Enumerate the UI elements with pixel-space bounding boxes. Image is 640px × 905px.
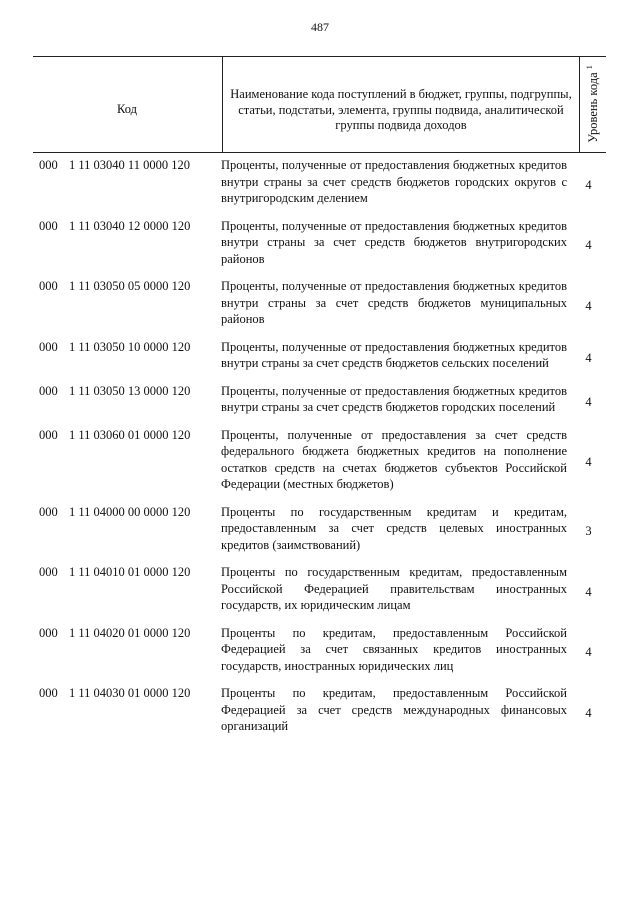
- row-level: 3: [585, 524, 592, 538]
- row-name: Проценты, полученные от предоставления бюджетных кредитов внутри страны за счет средств бюджетов городских округов с внутригородским делением: [221, 158, 567, 205]
- row-name: Проценты по кредитам, предоставленным Российской Федерацией за счет средств международных финансовых организаций: [221, 686, 567, 733]
- row-code: 1 11 03040 12 0000 120: [69, 218, 191, 233]
- row-level: 4: [585, 394, 592, 409]
- row-name: Проценты, полученные от предоставления бюджетных кредитов внутри страны за счет средств бюджетов муниципальных районов: [221, 279, 567, 326]
- table-row: [33, 383, 606, 416]
- table-row: [33, 625, 606, 675]
- row-level: 4: [585, 298, 592, 313]
- row-kbk: 000: [39, 625, 58, 640]
- row-kbk: 000: [39, 427, 58, 442]
- row-level: 4: [585, 238, 592, 252]
- row-code: 1 11 03040 11 0000 120: [69, 158, 190, 172]
- row-name: Проценты, полученные от предоставления за счет средств федерального бюджета бюджетных кредитов на пополнение остатков средств на счетах бюджетов субъектов Российской Федерации (местных бюджетов): [221, 427, 567, 491]
- table-row: [33, 278, 606, 328]
- header-level: [580, 57, 606, 152]
- row-kbk: 000: [39, 565, 58, 579]
- header-name: Наименование кода поступлений в бюджет, группы, подгруппы, статьи, подстатьи, элемента, группы подвида, аналитической группы подвида доходов: [230, 87, 572, 133]
- row-code: 1 11 04010 01 0000 120: [69, 565, 191, 579]
- row-code: 1 11 03050 05 0000 120: [69, 279, 191, 293]
- row-name: Проценты, полученные от предоставления бюджетных кредитов внутри страны за счет средств бюджетов внутригородских районов: [221, 218, 567, 266]
- row-level: 4: [585, 645, 592, 659]
- row-kbk: 000: [39, 686, 58, 700]
- row-code: 1 11 03050 10 0000 120: [69, 339, 191, 354]
- header-level-footnote: 1: [584, 65, 594, 70]
- table-row: [33, 339, 606, 372]
- row-kbk: 000: [39, 504, 58, 519]
- row-level: 4: [585, 584, 592, 599]
- table-row: [33, 564, 606, 614]
- table-row: [33, 504, 606, 554]
- row-name: Проценты, полученные от предоставления бюджетных кредитов внутри страны за счет средств бюджетов сельских поселений: [221, 339, 567, 370]
- row-kbk: 000: [39, 339, 58, 354]
- page-number: 487: [311, 20, 329, 34]
- row-name: Проценты, полученные от предоставления бюджетных кредитов внутри страны за счет средств бюджетов городских поселений: [221, 383, 567, 414]
- row-name: Проценты по кредитам, предоставленным Российской Федерацией за счет связанных кредитов иностранных государств, иностранных юридических лиц: [221, 625, 567, 673]
- row-name: Проценты по государственным кредитам, предоставленным Российской Федерацией правительствам иностранных государств, их юридическим лицам: [221, 565, 567, 612]
- row-level: 4: [585, 350, 592, 365]
- row-kbk: 000: [39, 279, 58, 293]
- row-level: 4: [585, 705, 592, 720]
- row-level: 4: [585, 455, 592, 470]
- table-row: [33, 157, 606, 207]
- row-level: 4: [585, 177, 592, 192]
- row-kbk: 000: [39, 383, 58, 398]
- header-level-text: Уровень кода: [586, 72, 601, 143]
- row-code: 1 11 03050 13 0000 120: [69, 383, 191, 398]
- header-level-label: [585, 65, 601, 143]
- row-code: 1 11 04000 00 0000 120: [69, 504, 191, 519]
- table-row: [33, 685, 606, 735]
- row-code: 1 11 03060 01 0000 120: [69, 427, 191, 442]
- table-body: [33, 157, 606, 746]
- header-code: Код: [117, 102, 137, 116]
- row-code: 1 11 04030 01 0000 120: [69, 686, 191, 700]
- table-row: [33, 218, 606, 268]
- row-kbk: 000: [39, 218, 58, 233]
- row-name: Проценты по государственным кредитам и кредитам, предоставленным за счет средств целевых иностранных кредитов (заимствований): [221, 504, 567, 552]
- table-header: [33, 56, 606, 153]
- row-kbk: 000: [39, 158, 58, 172]
- row-code: 1 11 04020 01 0000 120: [69, 625, 191, 640]
- table-row: [33, 427, 606, 493]
